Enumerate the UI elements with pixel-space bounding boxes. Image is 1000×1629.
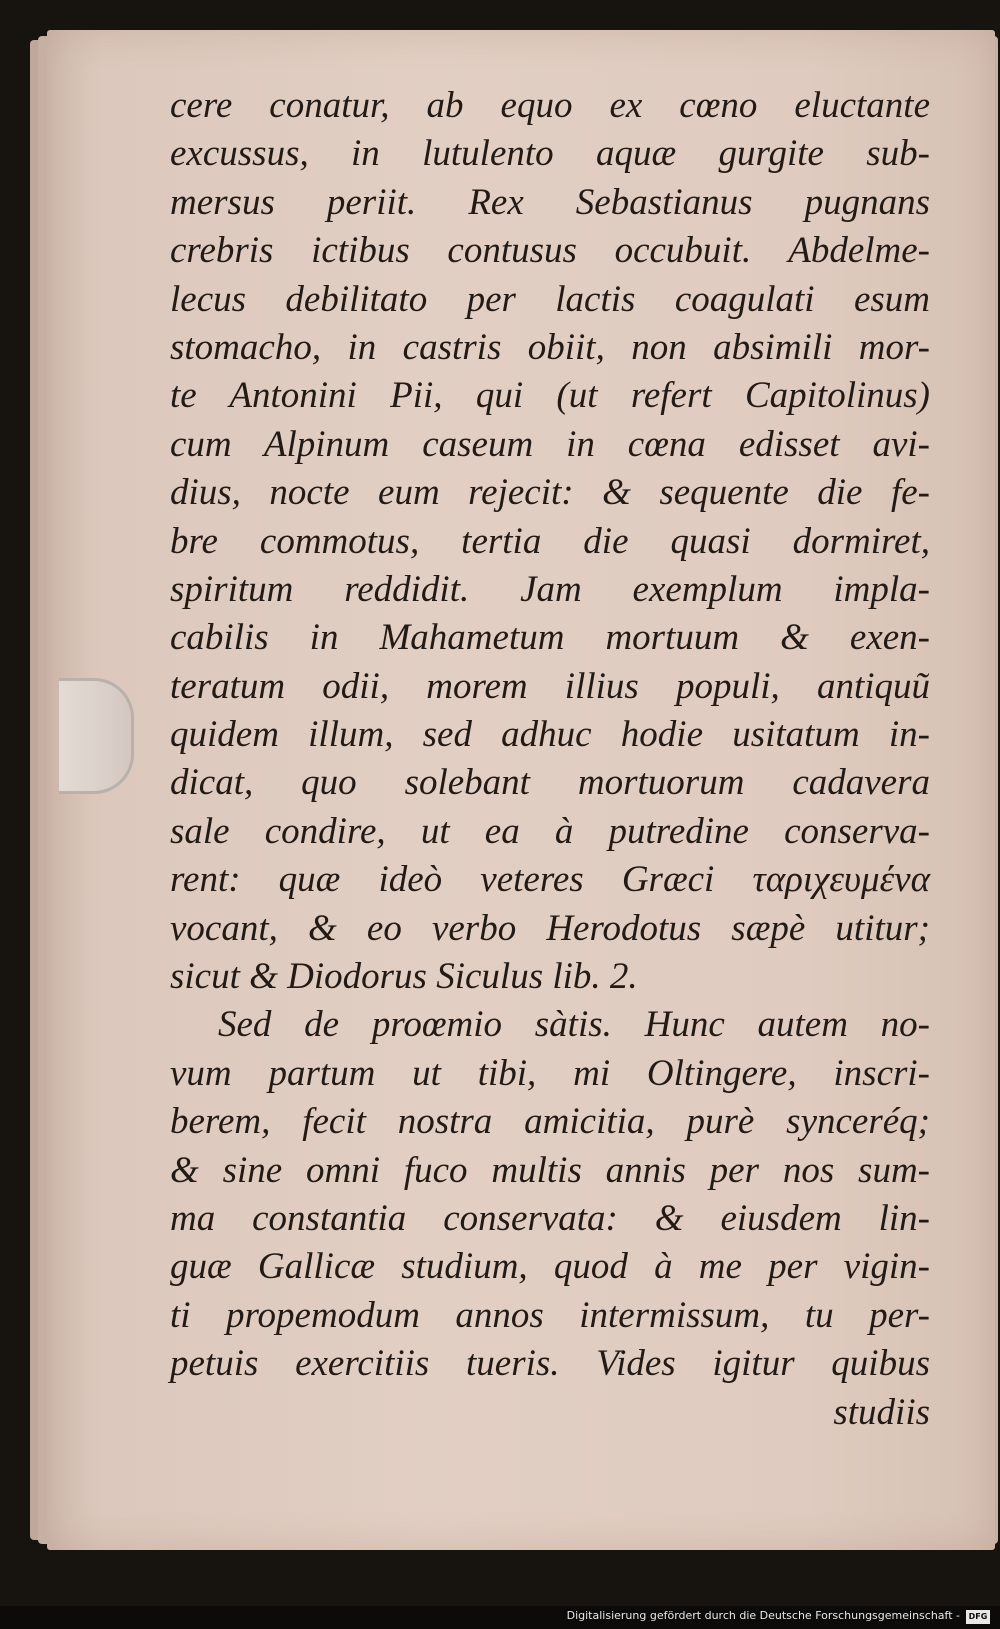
text-line: lecus debilitato per lactis coagulati esum [170, 278, 930, 320]
text-line: sicut & Diodorus Siculus lib. 2. [170, 956, 638, 998]
text-line: cabilis in Mahametum mortuum & exen- [170, 617, 930, 659]
text-line: rent: quæ ideò veteres Græci ταριχευμένα [170, 859, 930, 901]
funding-credit: Digitalisierung gefördert durch die Deutsche Forschungsgemeinschaft - [566, 1609, 960, 1622]
text-line: berem, fecit nostra amicitia, purè synceréq; [170, 1101, 930, 1143]
text-line: Sed de proœmio sàtis. Hunc autem no- [218, 1004, 930, 1046]
text-line: cum Alpinum caseum in cœna edisset avi- [170, 423, 930, 465]
dfg-logo-icon: DFG [966, 1610, 990, 1624]
text-line: sale condire, ut ea à putredine conserva- [170, 810, 930, 852]
text-line: & sine omni fuco multis annis per nos sum- [170, 1149, 930, 1191]
text-line: te Antonini Pii, qui (ut refert Capitolinus) [170, 375, 930, 417]
text-line: cere conatur, ab equo ex cœno eluctante [170, 85, 930, 126]
page-clip [59, 678, 134, 794]
text-line: guæ Gallicæ studium, quod à me per vigin- [170, 1246, 930, 1288]
text-line: ma constantia conservata: & eiusdem lin- [170, 1197, 930, 1239]
text-line: dius, nocte eum rejecit: & sequente die fe- [170, 472, 930, 514]
text-line: spiritum reddidit. Jam exemplum impla- [170, 568, 930, 610]
text-line: crebris ictibus contusus occubuit. Abdelme- [170, 230, 930, 272]
text-line: petuis exercitiis tueris. Vides igitur quibus [170, 1343, 930, 1385]
text-line: excussus, in lutulento aquæ gurgite sub- [170, 133, 930, 175]
digitization-footer [0, 1606, 1000, 1629]
text-line: dicat, quo solebant mortuorum cadavera [170, 762, 930, 804]
text-line: vum partum ut tibi, mi Oltingere, inscri- [170, 1052, 930, 1094]
text-line: teratum odii, morem illius populi, antiquũ [170, 665, 930, 707]
text-line: bre commotus, tertia die quasi dormiret, [170, 520, 930, 562]
text-line: ti propemodum annos intermissum, tu per- [170, 1294, 930, 1336]
text-line: stomacho, in castris obiit, non absimili mor- [170, 326, 930, 368]
catchword: studiis [833, 1391, 930, 1433]
text-line: vocant, & eo verbo Herodotus sæpè utitur; [170, 907, 930, 949]
text-line: mersus periit. Rex Sebastianus pugnans [170, 181, 930, 223]
text-line: quidem illum, sed adhuc hodie usitatum in- [170, 714, 930, 756]
page-text [170, 82, 930, 1437]
